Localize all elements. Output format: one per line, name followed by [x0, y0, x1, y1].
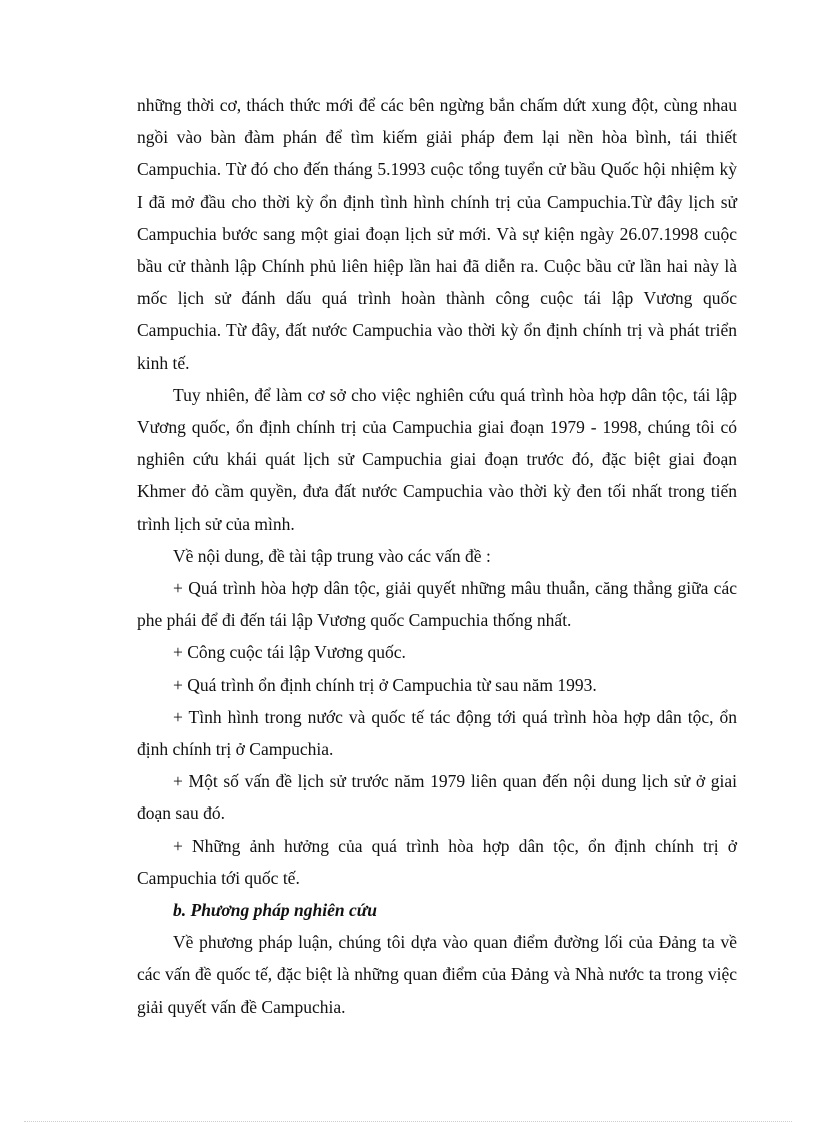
list-item-international-impact: + Những ảnh hưởng của quá trình hòa hợp dân tộc, ổn định chính trị ở Campuchia tới quốc tế. [137, 835, 737, 888]
list-item-domestic-international: + Tình hình trong nước và quốc tế tác động tới quá trình hòa hợp dân tộc, ổn định chính trị ở Campuchia. [137, 706, 737, 760]
list-item-stabilization: + Quá trình ổn định chính trị ở Campuchia từ sau năm 1993. [173, 674, 597, 695]
paragraph-scope-basis: Tuy nhiên, để làm cơ sở cho việc nghiên cứu quá trình hòa hợp dân tộc, tái lập Vương quốc, ổn định chính trị của Campuchia giai đoạn 1979 - 1998, chúng tôi có nghiên cứu khái quát lịch sử Campuchia giai đoạn trước đó, đặc biệt giai đoạn Khmer đỏ cầm quyền, đưa đất nước Campuchia vào thời kỳ đen tối nhất trong tiến trình lịch sử của mình. [137, 384, 737, 534]
paragraph-methodology: Về phương pháp luận, chúng tôi dựa vào quan điểm đường lối của Đảng ta về các vấn đề quốc tế, đặc biệt là những quan điểm của Đảng và Nhà nước ta trong việc giải quyết vấn đề Campuchia. [137, 932, 737, 1017]
body-text [137, 89, 737, 1023]
paragraph-continuation: những thời cơ, thách thức mới để các bên ngừng bắn chấm dứt xung đột, cùng nhau ngồi vào bàn đàm phán để tìm kiếm giải pháp đem lại nền hòa bình, tái thiết Campuchia. Từ đó cho đến tháng 5.1993 cuộc tổng tuyển cử bầu Quốc hội nhiệm kỳ I đã mở đầu cho thời kỳ ổn định tình hình chính trị của Campuchia.Từ đây lịch sử Campuchia bước sang một giai đoạn lịch sử mới. Và sự kiện ngày 26.07.1998 cuộc bầu cử thành lập Chính phủ liên hiệp lần hai đã diễn ra. Cuộc bầu cử lần hai này là mốc lịch sử đánh dấu quá trình hoàn thành công cuộc tái lập Vương quốc Campuchia. Từ đây, đất nước Campuchia vào thời kỳ ổn định chính trị và phát triển kinh tế. [137, 95, 737, 373]
list-item-reconciliation: + Quá trình hòa hợp dân tộc, giải quyết những mâu thuẫn, căng thẳng giữa các phe phái để đi đến tái lập Vương quốc Campuchia thống nhất. [137, 578, 737, 631]
list-item-history-before-1979: + Một số vấn đề lịch sử trước năm 1979 liên quan đến nội dung lịch sử ở giai đoạn sau đó. [137, 771, 737, 824]
page-bottom-divider [24, 1121, 792, 1122]
paragraph-content-intro: Về nội dung, đề tài tập trung vào các vấn đề : [173, 545, 491, 566]
section-heading-methodology: b. Phương pháp nghiên cứu [173, 900, 377, 921]
list-item-reestablishment: + Công cuộc tái lập Vương quốc. [173, 642, 406, 663]
